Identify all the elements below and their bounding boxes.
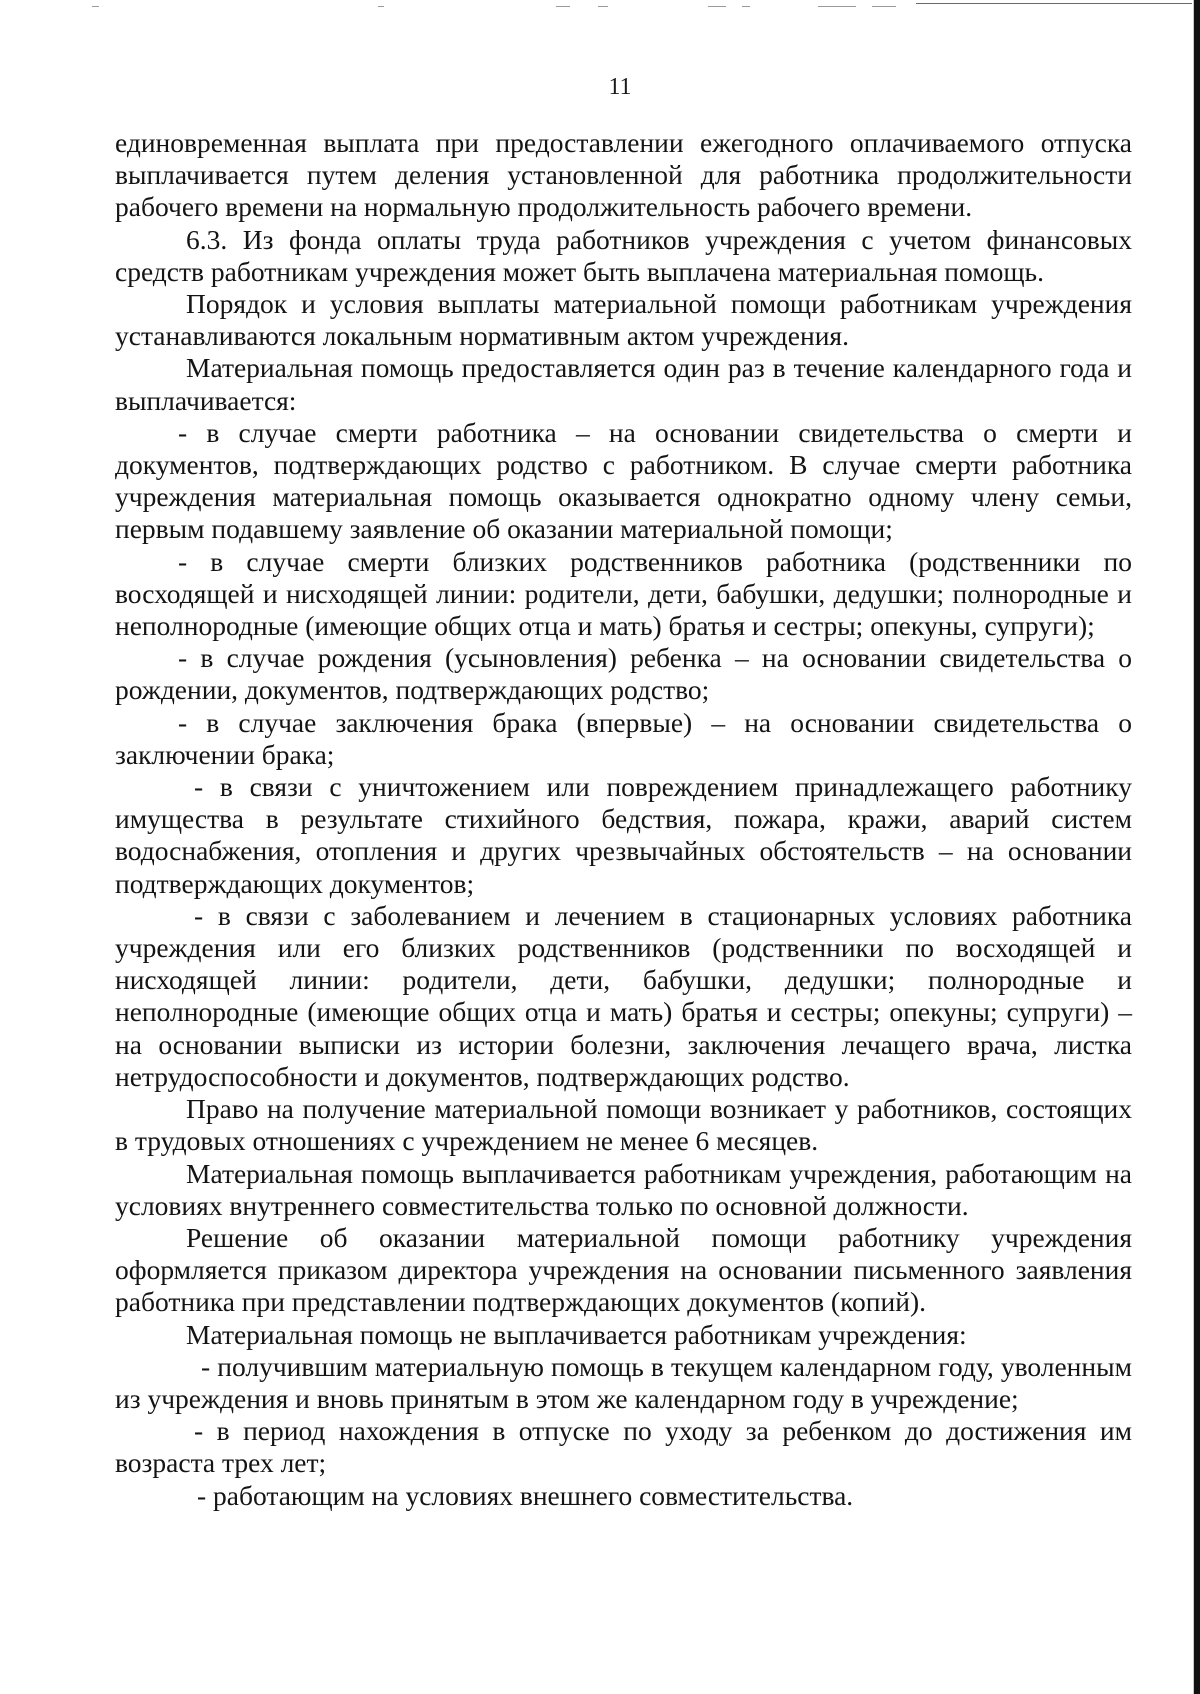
paragraph-not-paid: Материальная помощь не выплачивается работникам учреждения: <box>186 1318 967 1350</box>
list-item-birth-of-child: - в случае рождения (усыновления) ребенка – на основании свидетельства о рождении, документов, подтверждающих родство; <box>115 642 1132 706</box>
list-item-property-damage: - в связи с уничтожением или повреждением принадлежащего работнику имущества в результате стихийного бедствия, пожара, кражи, аварий систем водоснабжения, отопления и других чрезвычайных обстоятельств – на основании подтверждающих документов; <box>115 771 1132 899</box>
paragraph-decision: Решение об оказании материальной помощи работнику учреждения оформляется приказом директора учреждения на основании письменного заявления работника при представлении подтверждающих документов (копий). <box>115 1221 1132 1318</box>
list-item-external-part-time: - работающим на условиях внешнего совместительства. <box>197 1479 854 1511</box>
list-item-parental-leave: - в период нахождения в отпуске по уходу за ребенком до достижения им возраста трех лет; <box>115 1415 1132 1479</box>
list-item-death-of-relatives: - в случае смерти близких родственников работника (родственники по восходящей и нисходящей линии: родители, дети, бабушки, дедушки; полнородные и неполнородные (имеющие общих отца и мать) братья и сестры; опекуны, супруги); <box>115 545 1132 642</box>
list-item-already-received: - получившим материальную помощь в текущем календарном году, уволенным из учреждения и вновь принятым в этом же календарном году в учреждение; <box>115 1350 1132 1414</box>
list-item-marriage: - в случае заключения брака (впервые) – на основании свидетельства о заключении брака; <box>115 706 1132 770</box>
scan-top-edge <box>0 0 1200 16</box>
document-body <box>115 127 1132 1512</box>
paragraph-one-time-payment: единовременная выплата при предоставлении ежегодного оплачиваемого отпуска выплачивается путем деления установленной для работника продолжительности рабочего времени на нормальную продолжительность рабочего времени. <box>115 127 1132 223</box>
paragraph-once-per-year: Материальная помощь предоставляется один раз в течение календарного года и выплачивается: <box>115 352 1132 416</box>
scan-right-edge <box>1194 0 1200 1694</box>
paragraph-6-3: 6.3. Из фонда оплаты труда работников учреждения с учетом финансовых средств работникам учреждения может быть выплачена материальная помощь. <box>115 223 1132 287</box>
list-item-illness: - в связи с заболеванием и лечением в стационарных условиях работника учреждения или его близких родственников (родственники по восходящей и нисходящей линии: родители, дети, бабушки, дедушки; полнородные и неполнородные (имеющие общих отца и мать) братья и сестры; опекуны; супруги) – на основании выписки из истории болезни, заключения лечащего врача, листка нетрудоспособности и документов, подтверждающих родство. <box>115 899 1132 1092</box>
list-item-death-of-employee: - в случае смерти работника – на основании свидетельства о смерти и документов, подтверждающих родство с работником. В случае смерти работника учреждения материальная помощь оказывается однократно одному члену семьи, первым подавшему заявление об оказании материальной помощи; <box>115 416 1132 545</box>
paragraph-eligibility: Право на получение материальной помощи возникает у работников, состоящих в трудовых отношениях с учреждением не менее 6 месяцев. <box>115 1093 1132 1157</box>
page-number: 11 <box>608 74 632 100</box>
paragraph-internal-part-time: Материальная помощь выплачивается работникам учреждения, работающим на условиях внутреннего совместительства только по основной должности. <box>115 1157 1132 1221</box>
paragraph-procedure: Порядок и условия выплаты материальной помощи работникам учреждения устанавливаются локальным нормативным актом учреждения. <box>115 288 1132 352</box>
